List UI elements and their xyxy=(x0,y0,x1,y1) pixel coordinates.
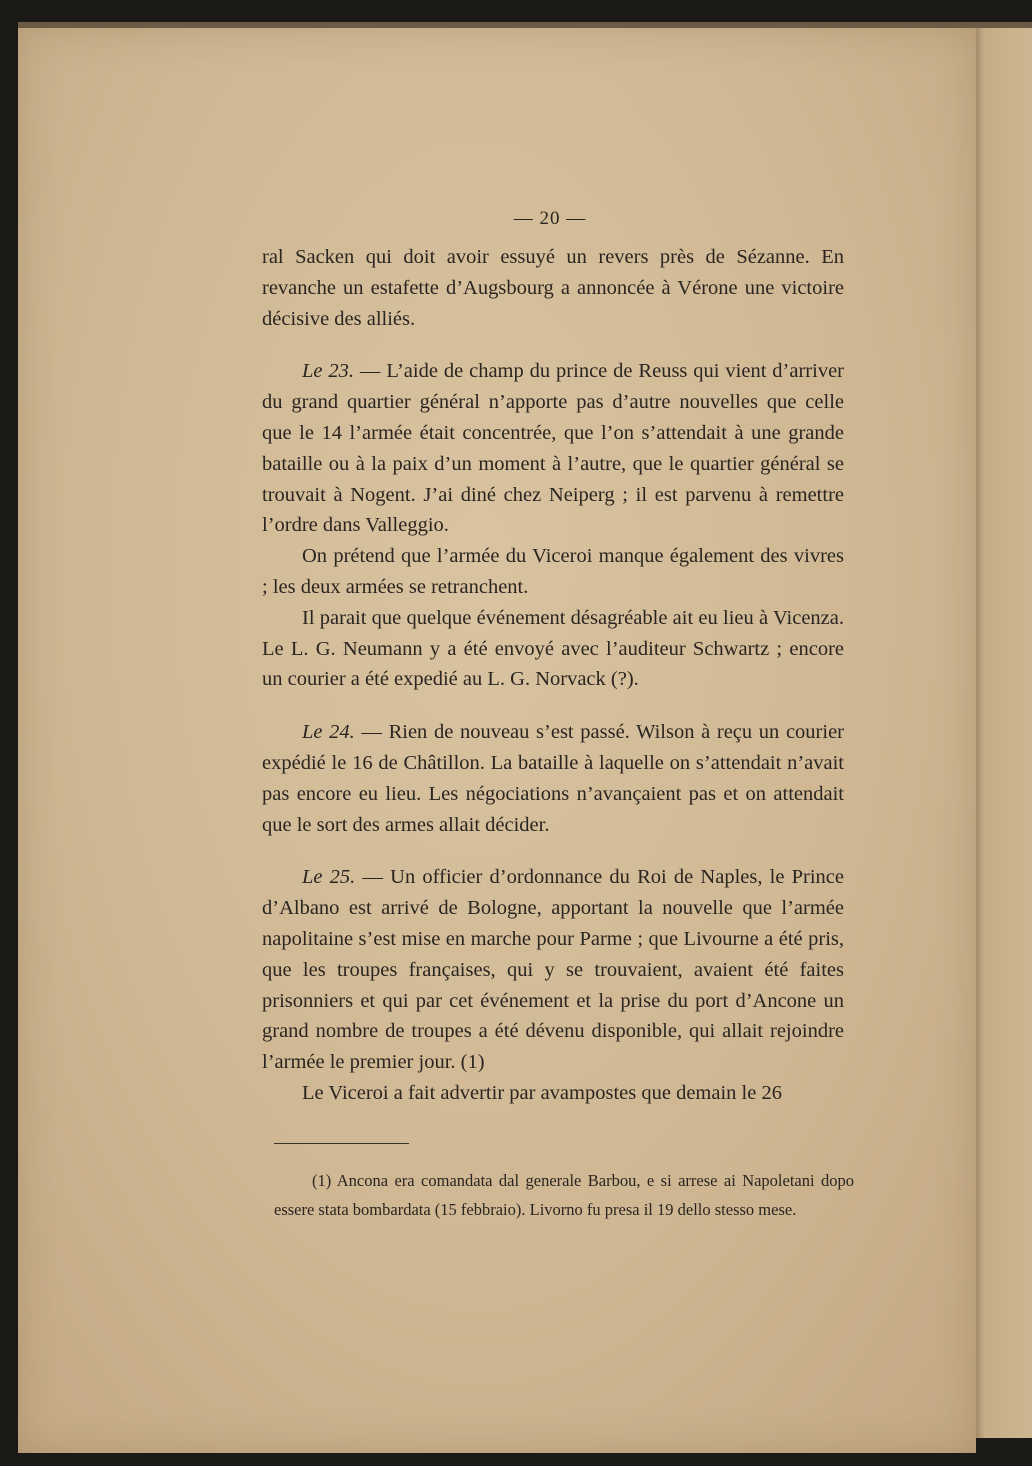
diary-entry-25 xyxy=(262,862,844,1078)
paragraph-text: — Un officier d’ordonnance du Roi de Naples, le Prince d’Albano est arrivé de Bologne, apportant la nouvelle que l’armée napolitaine s’est mise en marche pour Parme ; que Livourne a été pris, que les troupes françaises, qui y se trouvaient, avaient été faites prisonniers et qui par cet événement et la prise du port d’Ancone un grand nombre de troupes a été dévenu disponible, qui allait rejoindre l’armée le premier jour. (1) xyxy=(262,866,845,1074)
paragraph-text: On prétend que l’armée du Viceroi manque également des vivres ; les deux armées se retranchent. xyxy=(262,545,844,598)
footnote-text: (1) Ancona era comandata dal generale Barbou, e si arrese ai Napoletani dopo essere stata bombardata (15 febbraio). Livorno fu presa il 19 dello stesso mese. xyxy=(274,1171,854,1219)
paragraph xyxy=(262,242,844,334)
paragraph-text: — L’aide de champ du prince de Reuss qui vient d’arriver du grand quartier général n’apporte pas d’autre nouvelles que celle que le 14 l’armée était concentrée, que l’on s’attendait à une grande bataille ou à la paix d’un moment à l’autre, que le quartier général se trouvait à Nogent. J’ai diné chez Neiperg ; il est parvenu à remettre l’ordre dans Valleggio. xyxy=(262,360,844,537)
entry-date: Le 25. xyxy=(302,866,356,889)
page-number: — 20 — xyxy=(513,208,587,229)
diary-entry-23 xyxy=(262,356,844,541)
paragraph-text: ral Sacken qui doit avoir essuyé un revers près de Sézanne. En revanche un estafette d’Augsbourg a annoncée à Vérone une victoire décisive des alliés. xyxy=(262,246,844,330)
footnote-separator xyxy=(274,1143,409,1144)
entry-date: Le 24. xyxy=(302,721,355,744)
paragraph-text: Il parait que quelque événement désagréable ait eu lieu à Vicenza. Le L. G. Neumann y a été envoyé avec l’auditeur Schwartz ; encore un courier a été expedié au L. G. Norvack (?). xyxy=(262,606,844,691)
footnote xyxy=(274,1166,854,1224)
body-text xyxy=(262,242,844,1109)
facing-page-edge xyxy=(974,28,1032,1438)
paragraph xyxy=(262,541,844,603)
paragraph xyxy=(262,603,844,695)
entry-date: Le 23. xyxy=(302,360,355,383)
paragraph-text: Le Viceroi a fait advertir par avampostes que demain le 26 xyxy=(302,1081,782,1104)
paragraph-text: — Rien de nouveau s’est passé. Wilson à reçu un courier expédié le 16 de Châtillon. La bataille à laquelle on s’attendait n’avait pas encore eu lieu. Les négociations n’avançaient pas et on attendait que le sort des armes allait décider. xyxy=(262,721,844,836)
diary-entry-24 xyxy=(262,717,844,840)
paragraph xyxy=(262,1078,844,1109)
